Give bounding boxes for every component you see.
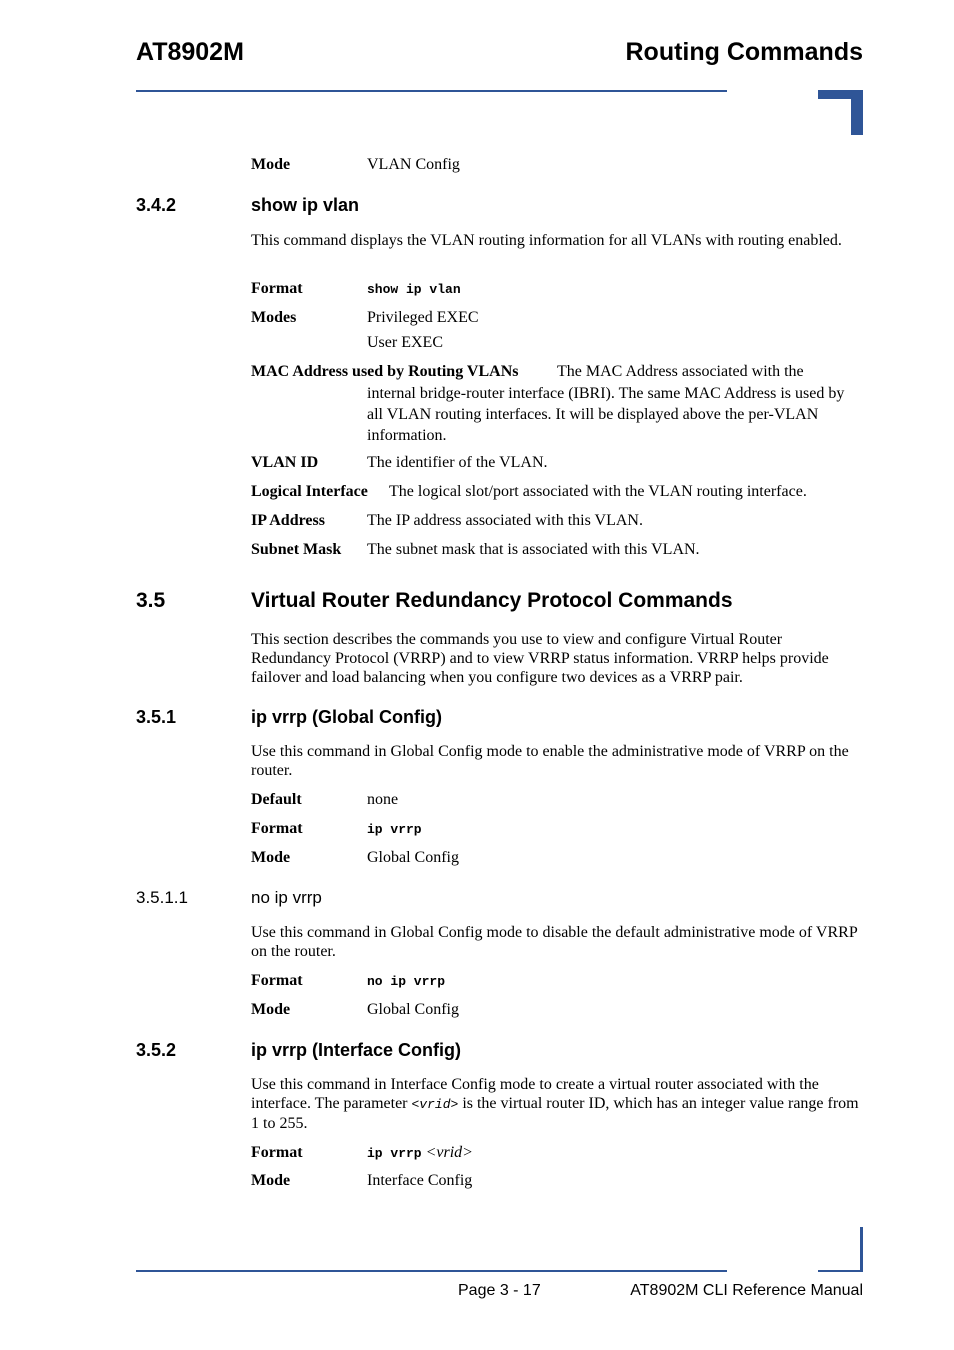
mac-address-desc-rest: internal bridge-router interface (IBRI). The same MAC Address is used by all VLAN routing interfaces. It will be displayed above the per-VLAN information. — [367, 385, 845, 444]
chapter-section-number: 3.5 — [136, 589, 166, 612]
mode-value: Global Config — [367, 1001, 459, 1018]
header-product: AT8902M — [136, 38, 244, 66]
chapter-section-description: This section describes the commands you use to view and configure Virtual Router Redundancy Protocol (VRRP) and to view VRRP status information. VRRP helps provide failover and load balancing when you configure two devices as a VRRP pair. — [251, 631, 829, 686]
section-description: Use this command in Global Config mode to enable the administrative mode of VRRP on the router. — [251, 743, 849, 779]
footer-rule — [136, 1270, 727, 1272]
section-title: show ip vlan — [251, 195, 360, 215]
format-value — [367, 1143, 473, 1162]
mode-value: Interface Config — [367, 1172, 473, 1189]
default-value: none — [367, 791, 399, 808]
desc-part-a: Use this command in Interface Config mode to create a virtual router associated with the interface. The parameter — [251, 1076, 819, 1112]
mac-address-label: MAC Address used by Routing VLANs — [251, 363, 519, 380]
mode-value: VLAN Config — [367, 156, 460, 173]
header-rule — [136, 90, 727, 92]
section-number: 3.5.2 — [136, 1040, 177, 1060]
format-value: show ip vlan — [367, 282, 461, 297]
mode-label: Mode — [251, 156, 291, 173]
subnet-mask-desc: The subnet mask that is associated with this VLAN. — [367, 541, 700, 558]
format-value: no ip vrrp — [367, 974, 446, 989]
subsection-description: Use this command in Global Config mode to disable the default administrative mode of VRRP on the router. — [251, 924, 858, 960]
format-parameter: <vrid> — [425, 1144, 473, 1161]
default-label: Default — [251, 791, 302, 808]
format-label: Format — [251, 1144, 303, 1161]
desc-part-b: is the virtual router ID, which has an integer value range from 1 to 255. — [251, 1095, 859, 1132]
ip-address-desc: The IP address associated with this VLAN. — [367, 512, 643, 529]
modes-label: Modes — [251, 309, 297, 326]
mode-value: Global Config — [367, 849, 459, 866]
format-label: Format — [251, 972, 303, 989]
format-command: ip vrrp — [367, 1146, 422, 1161]
mode-label: Mode — [251, 1001, 291, 1018]
vlan-id-label: VLAN ID — [251, 454, 319, 471]
mac-address-desc-first: The MAC Address associated with the — [557, 363, 804, 380]
corner-mark-bottom — [860, 1227, 863, 1272]
mode-label: Mode — [251, 1172, 291, 1189]
subnet-mask-label: Subnet Mask — [251, 541, 342, 558]
manual-title: AT8902M CLI Reference Manual — [630, 1282, 863, 1299]
section-description — [251, 1075, 863, 1133]
page-number: Page 3 - 17 — [458, 1282, 541, 1299]
logical-interface-label: Logical Interface — [251, 483, 368, 500]
format-label: Format — [251, 280, 303, 297]
modes-value-privileged: Privileged EXEC — [367, 309, 479, 326]
vrid-parameter: <vrid> — [411, 1097, 459, 1112]
corner-mark-top-side — [851, 90, 863, 135]
subsection-title: no ip vrrp — [251, 888, 322, 907]
subsection-number: 3.5.1.1 — [136, 888, 188, 907]
header-chapter: Routing Commands — [625, 38, 863, 66]
section-number: 3.5.1 — [136, 707, 177, 727]
logical-interface-desc: The logical slot/port associated with the VLAN routing interface. — [389, 483, 807, 500]
format-value: ip vrrp — [367, 822, 422, 837]
corner-mark-bottom-bar — [818, 1270, 863, 1272]
ip-address-label: IP Address — [251, 512, 325, 529]
mode-label: Mode — [251, 849, 291, 866]
chapter-section-title: Virtual Router Redundancy Protocol Commands — [251, 589, 733, 612]
section-description: This command displays the VLAN routing information for all VLANs with routing enabled. — [251, 232, 842, 249]
modes-value-user: User EXEC — [367, 334, 443, 351]
section-title: ip vrrp (Global Config) — [251, 707, 442, 727]
format-label: Format — [251, 820, 303, 837]
vlan-id-desc: The identifier of the VLAN. — [367, 454, 548, 471]
section-title: ip vrrp (Interface Config) — [251, 1040, 462, 1060]
section-number: 3.4.2 — [136, 195, 177, 215]
